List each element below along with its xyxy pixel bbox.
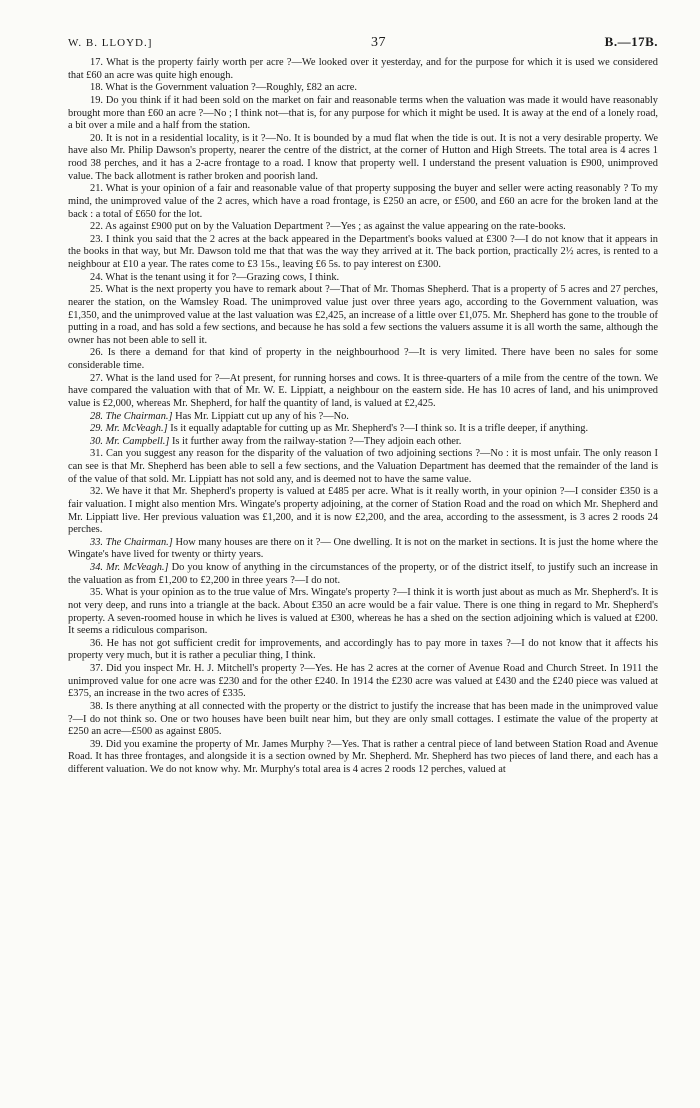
paragraph-text: 25. What is the next property you have to remark about ?—That of Mr. Thomas Shepherd. That is a property of 5 acres and 27 perches, nearer the station, on the Wamsley Road. The unimproved value just over three years ago, according to the Government valuation, was £1,350, and the unimproved value at the last valuation was £2,425, an increase of a little over £1,075. Mr. Shepherd has gone to the trouble of putting in a road, and has sold a few sections, and because he has sold a few sections the valuers assume it is all worth the same, although the owner has not been able to sell it.	[68, 284, 658, 346]
question-paragraph	[68, 448, 658, 486]
question-paragraph	[68, 587, 658, 638]
document-body	[68, 57, 658, 777]
speaker-label: 34. Mr. McVeagh.]	[90, 562, 169, 573]
paragraph-text: 22. As against £900 put on by the Valuation Department ?—Yes ; as against the value appearing on the rate-books.	[90, 221, 566, 233]
speaker-label: 30. Mr. Campbell.]	[90, 435, 170, 447]
paragraph-text: 20. It is not in a residential locality, is it ?—No. It is bounded by a mud flat when the tide is out. It is not a very desirable property. We have also Mr. Philip Dawson's property, nearer the centre of the district, at the corner of Hutton and High Streets. The total area is 4 acres 1 rood 38 perches, and it has a 2-acre frontage to a road. I know that property well. I understand the present valuation is £900, unimproved value. The back allotment is rather broken and poorish land.	[68, 132, 658, 182]
paragraph-text: 38. Is there anything at all connected with the property or the district to justify the increase that has been made in the unimproved value ?—I do not think so. One or two houses have been built near him, but they are only small cottages. I estimate the value of the property at £250 an acre—£500 as against £805.	[68, 700, 658, 738]
header-witness: W. B. LLOYD.]	[68, 37, 153, 49]
question-paragraph	[68, 537, 658, 562]
question-paragraph	[68, 411, 658, 424]
question-paragraph	[68, 486, 658, 537]
speaker-label: 29. Mr. McVeagh.]	[90, 423, 168, 435]
question-paragraph	[68, 183, 658, 221]
paragraph-text: 35. What is your opinion as to the true value of Mrs. Wingate's property ?—I think it is worth just about as much as Mr. Shepherd's. It is not very deep, and runs into a triangle at the back. About £350 an acre would be a fair value. There is one thing in regard to Mr. Shepherd's property. A seven-roomed house in which he lives is valued at £300, whereas he has a shed on the section adjoining which is valued at £200. It seems a ridiculous comparison.	[68, 587, 658, 637]
paragraph-text: 27. What is the land used for ?—At present, for running horses and cows. It is three-quarters of a mile from the centre of the town. We have compared the valuation with that of Mr. W. E. Lippiatt, a neighbour on the eastern side. He has 10 acres of land, and his unimproved value is £2,000, whereas Mr. Shepherd, for half the quantity of land, is valued at £2,425.	[68, 372, 658, 409]
question-paragraph	[68, 347, 658, 372]
question-paragraph	[68, 82, 658, 95]
question-paragraph	[68, 663, 658, 701]
paragraph-text: 17. What is the property fairly worth per acre ?—We looked over it yesterday, and for the purpose for which it is used we considered that £60 an acre was quite high enough.	[68, 57, 658, 81]
question-paragraph	[68, 234, 658, 272]
running-header	[68, 34, 658, 51]
paragraph-text: 39. Did you examine the property of Mr. James Murphy ?—Yes. That is rather a central piece of land between Station Road and Avenue Road. It has three frontages, and alongside it is a section owned by Mr. Shepherd. Mr. Shepherd has two pieces of land there, and each has a different valuation. We do not know why. Mr. Murphy's total area is 4 acres 2 roods 12 perches, valued at	[68, 738, 658, 775]
question-paragraph	[68, 133, 658, 184]
document-reference: B.—17B.	[604, 34, 658, 49]
speaker-label: 33. The Chairman.]	[90, 536, 173, 548]
paragraph-text: Has Mr. Lippiatt cut up any of his ?—No.	[172, 410, 349, 422]
paragraph-text: 37. Did you inspect Mr. H. J. Mitchell's property ?—Yes. He has 2 acres at the corner of Avenue Road and Church Street. In 1911 the unimproved value for one acre was £230 and for the other £240. In 1914 the £230 acre was valued at £430 and the £240 piece was valued at £375, an increase in the two acres of £335.	[68, 663, 658, 700]
question-paragraph	[68, 562, 658, 587]
paragraph-text: 24. What is the tenant using it for ?—Grazing cows, I think.	[90, 271, 340, 283]
paragraph-text: 19. Do you think if it had been sold on the market on fair and reasonable terms when the valuation was made it would have reasonably brought more than £60 an acre ?—No ; I think not—that is, for any purpose for which it might be used. It is away at the end of a lonely road, a bit over a mile and a half from the station.	[68, 94, 658, 132]
question-paragraph	[68, 436, 658, 449]
question-paragraph	[68, 95, 658, 133]
paragraph-text: Do you know of anything in the circumstances of the property, or of the district itself, to justify such an increase in the valuation as from £1,200 to £2,200 in three years ?—I do not.	[68, 562, 658, 586]
paragraph-text: Is it equally adaptable for cutting up as Mr. Shepherd's ?—I think so. It is a trifle deeper, if anything.	[167, 423, 589, 435]
question-paragraph	[68, 638, 658, 663]
question-paragraph	[68, 57, 658, 82]
paragraph-text: 21. What is your opinion of a fair and reasonable value of that property supposing the buyer and seller were acting reasonably ? To my mind, the unimproved value of the 2 acres, which have a road frontage, is £250 an acre, or £500, and £60 an acre for the broken land at the back : a total of £650 for the lot.	[68, 183, 658, 220]
question-paragraph	[68, 701, 658, 739]
paragraph-text: 31. Can you suggest any reason for the disparity of the valuation of two adjoining sections ?—No : it is most unfair. The only reason I can see is that Mr. Shepherd has been able to sell a few sections, and the Valuation Department has deemed that the remainder of the land is of the value of that sold. Mr. Lippiatt has not sold any, and is deemed not to have the same value.	[68, 448, 658, 485]
paragraph-text: How many houses are there on it ?— One dwelling. It is not on the market in sections. It is just the home where the Wingate's have lived for twenty or thirty years.	[68, 536, 658, 561]
question-paragraph	[68, 739, 658, 777]
question-paragraph	[68, 272, 658, 285]
paragraph-text: 23. I think you said that the 2 acres at the back appeared in the Department's books valued at £300 ?—I do not know that it appears in the books in that way, but Mr. Dawson told me that that was the way they arrived at it. The back portion, practically 2½ acres, is rented to a neighbour at £10 a year. The rates come to £3 15s., leaving £6 5s. to pay interest on £300.	[68, 233, 658, 270]
paragraph-text: 32. We have it that Mr. Shepherd's property is valued at £485 per acre. What is it really worth, in your opinion ?—I consider £350 is a fair valuation. I might also mention Mrs. Wingate's property adjoining, at the corner of Station Road and the road on which Mr. Shepherd and Mr. Lippiatt live. Her previous valuation was £1,200, and it is now £2,200, and the area, according to the assessment, is 3 acres 2 roods 24 perches.	[68, 486, 658, 536]
question-paragraph	[68, 423, 658, 436]
question-paragraph	[68, 221, 658, 234]
paragraph-text: 26. Is there a demand for that kind of property in the neighbourhood ?—It is very limited. There have been no sales for some considerable time.	[68, 347, 658, 371]
paragraph-text: 36. He has not got sufficient credit for improvements, and accordingly has to pay more in taxes ?—I do not know that it affects his property very much, but it is rather a peculiar thing, I think.	[68, 637, 658, 662]
paragraph-text: 18. What is the Government valuation ?—Roughly, £82 an acre.	[90, 82, 357, 94]
page-number: 37	[371, 35, 387, 50]
speaker-label: 28. The Chairman.]	[90, 410, 173, 422]
question-paragraph	[68, 373, 658, 411]
paragraph-text: Is it further away from the railway-station ?—They adjoin each other.	[169, 435, 462, 447]
question-paragraph	[68, 284, 658, 347]
